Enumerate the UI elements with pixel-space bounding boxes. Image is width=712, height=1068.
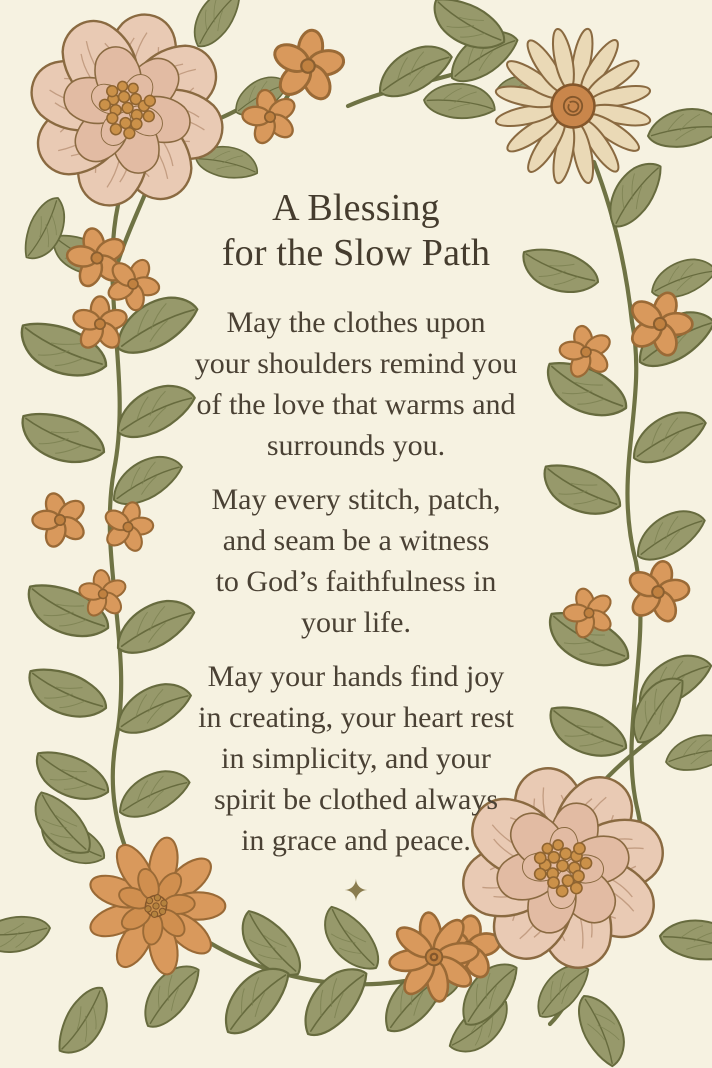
blessing-text	[121, 186, 591, 907]
paragraph-line: to God’s faithfulness in	[215, 565, 497, 598]
title-line-1: A Blessing	[272, 187, 440, 229]
paragraph-line: in creating, your heart rest	[198, 701, 514, 734]
title-line-2: for the Slow Path	[221, 232, 491, 274]
paragraph-line: and seam be a witness	[222, 524, 490, 557]
paragraph-line: spirit be clothed always	[213, 783, 499, 816]
paragraph-line: your life.	[301, 606, 411, 639]
blessing-paragraph-2	[121, 479, 591, 643]
sparkle-icon: ✦	[343, 874, 369, 909]
paragraph-line: in simplicity, and your	[221, 742, 491, 775]
paragraph-line: of the love that warms and	[196, 388, 516, 421]
card-title	[121, 186, 591, 276]
paragraph-line: May every stitch, patch,	[211, 483, 501, 516]
paragraph-line: surrounds you.	[266, 429, 446, 462]
paragraph-line: your shoulders remind you	[194, 347, 518, 380]
blessing-paragraph-1	[121, 302, 591, 466]
blessing-paragraph-3	[121, 656, 591, 861]
paragraph-line: in grace and peace.	[241, 824, 471, 857]
paragraph-line: May your hands find joy	[207, 660, 505, 693]
paragraph-line: May the clothes upon	[226, 306, 486, 339]
